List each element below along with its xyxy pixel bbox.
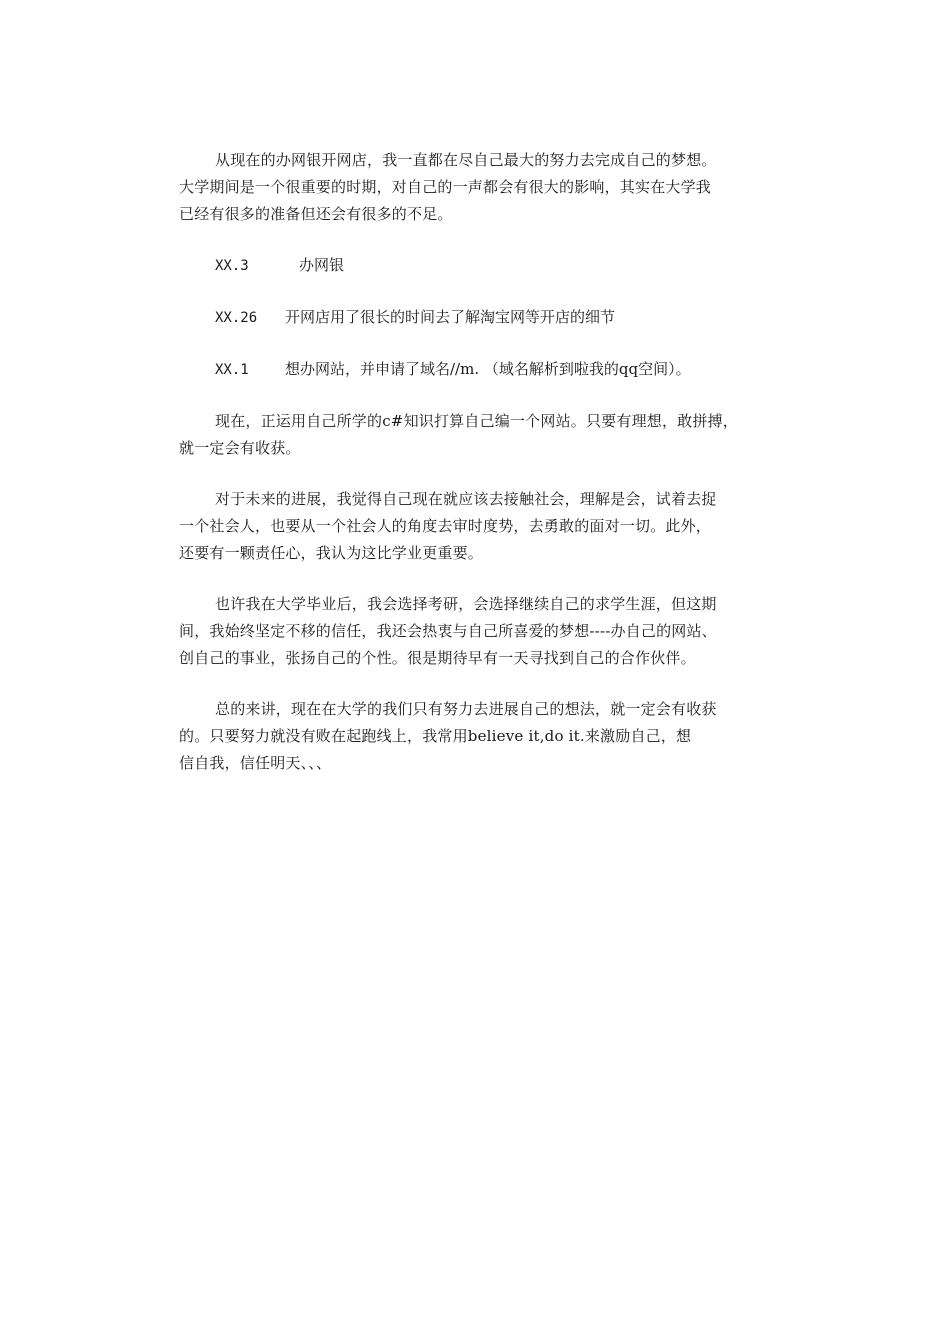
timeline-date: XX.3 <box>215 258 249 274</box>
paragraph-line: 一个社会人，也要从一个社会人的角度去审时度势，去勇敢的面对一切。此外， <box>179 517 712 535</box>
paragraph-line: 大学期间是一个很重要的时期，对自己的一声都会有很大的影响，其实在大学我 <box>179 178 712 196</box>
paragraph-line: 从现在的办网银开网店，我一直都在尽自己最大的努力去完成自己的梦想。 <box>215 151 717 169</box>
paragraph-line: 信自我，信任明天、、、 <box>179 754 332 772</box>
timeline-date: XX.26 <box>215 310 258 326</box>
timeline-date: XX.1 <box>215 362 249 378</box>
paragraph-line: 已经有很多的准备但还会有很多的不足。 <box>179 205 453 223</box>
paragraph-present <box>179 408 779 462</box>
paragraph-line: 对于未来的进展，我觉得自己现在就应该去接触社会，理解是会，试着去捉 <box>215 490 717 508</box>
paragraph-intro <box>179 147 779 228</box>
paragraph-line: 现在，正运用自己所学的c#知识打算自己编一个网站。只要有理想，敢拼搏， <box>215 412 738 430</box>
paragraph-line: 创自己的事业，张扬自己的个性。很是期待早有一天寻找到自己的合作伙伴。 <box>179 649 696 667</box>
timeline-entry <box>179 252 779 280</box>
paragraph-line: 也许我在大学毕业后，我会选择考研，会选择继续自己的求学生涯，但这期 <box>215 595 717 613</box>
timeline-entry <box>179 356 779 384</box>
paragraph-conclusion <box>179 696 779 777</box>
timeline-text: 开网店用了很长的时间去了解淘宝网等开店的细节 <box>285 308 616 326</box>
paragraph-line: 就一定会有收获。 <box>179 439 301 457</box>
paragraph-line: 的。只要努力就没有败在起跑线上，我常用believe it,do it.来激励自己，想 <box>179 727 692 745</box>
paragraph-plans <box>179 591 779 672</box>
paragraph-line: 间，我始终坚定不移的信任，我还会热衷与自己所喜爱的梦想----办自己的网站、 <box>179 622 717 640</box>
paragraph-line: 还要有一颗责任心，我认为这比学业更重要。 <box>179 544 484 562</box>
paragraph-future <box>179 486 779 567</box>
timeline-entry <box>179 304 779 332</box>
document-body <box>179 147 779 801</box>
timeline-text: 办网银 <box>299 256 345 274</box>
timeline-text: 想办网站，并申请了域名//m. （域名解析到啦我的qq空间）。 <box>285 360 691 378</box>
paragraph-line: 总的来讲，现在在大学的我们只有努力去进展自己的想法，就一定会有收获 <box>215 700 717 718</box>
